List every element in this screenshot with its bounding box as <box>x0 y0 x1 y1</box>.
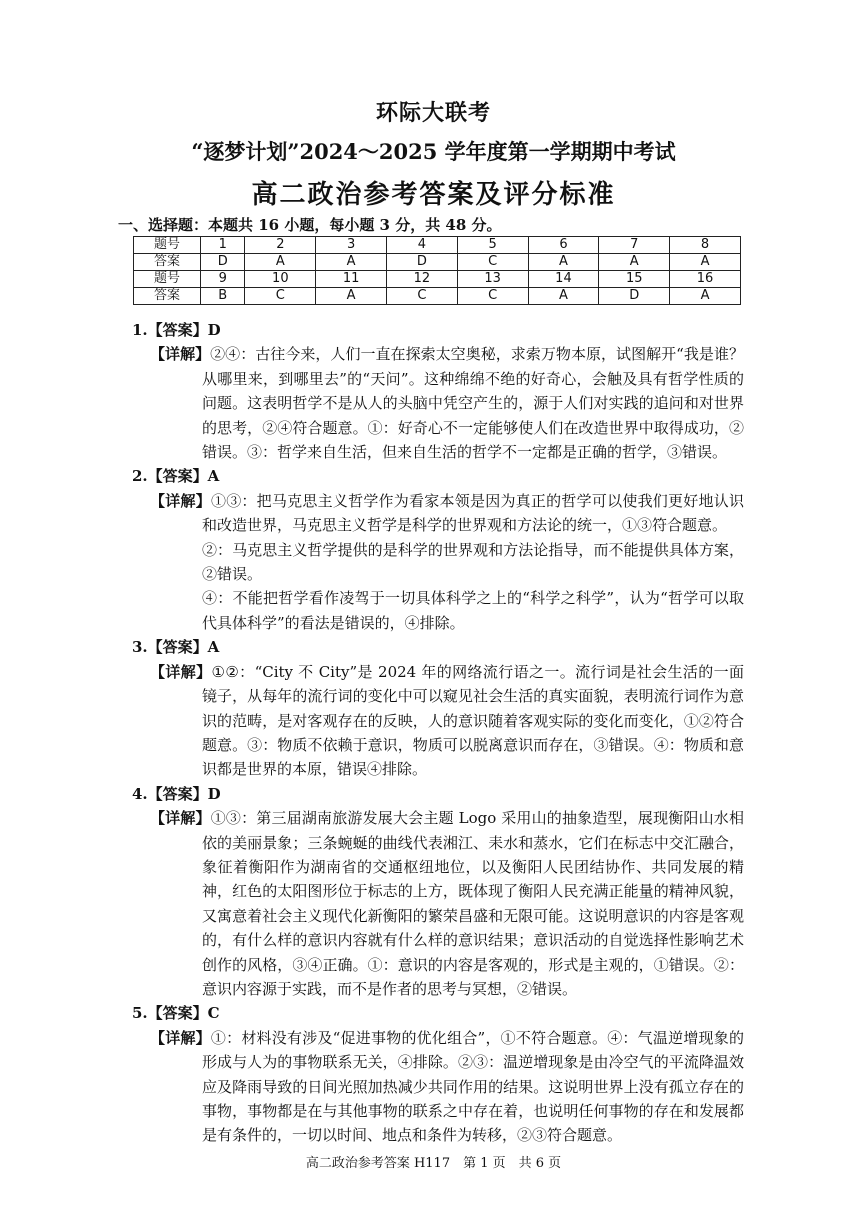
answer-table-cell: A <box>316 254 387 271</box>
answer-table-row <box>134 271 741 288</box>
detail-label: 【详解】 <box>150 345 211 364</box>
page-footer: 高二政治参考答案 H117 第 1 页 共 6 页 <box>305 1156 562 1171</box>
explanation-text: ①②：“City 不 City”是 2024 年的网络流行语之一。流行词是社会生活的一面镜子，从每年的流行词的变化中可以窥见社会生活的真实面貌，表明流行词作为意识的范畴，是对客观存在的反映，人的意识随着客观实际的变化而变化，①②符合题意。③：物质不依赖于意识，物质可以脱离意识而存在，③错误。④：物质和意识都是世界的本原，错误④排除。 <box>202 662 744 779</box>
explanation-text: ②④：古往今来，人们一直在探索太空奥秘，求索万物本原，试图解开“我是谁？从哪里来，到哪里去”的“天问”。这种绵绵不绝的好奇心，会触及具有哲学性质的问题。这表明哲学不是从人的头脑中凭空产生的，源于人们对实践的追问和对世界的思考，②④符合题意。①：好奇心不一定能够使人们在改造世界中取得成功，②错误。③：哲学来自生活，但来自生活的哲学不一定都是正确的哲学，③错误。 <box>202 345 744 462</box>
answer-table-cell: A <box>528 288 599 305</box>
answer-table-cell: D <box>387 254 458 271</box>
explanation-paragraph <box>132 489 744 538</box>
answer-table-cell: 8 <box>670 237 741 254</box>
answer-table <box>133 236 741 305</box>
explanation-paragraph <box>132 342 744 464</box>
answer-table-cell: D <box>201 254 245 271</box>
document-title: 高二政治参考答案及评分标准 <box>251 180 616 210</box>
answer-table-cell: 10 <box>245 271 316 288</box>
question-block <box>132 464 744 635</box>
explanation-paragraph <box>132 806 744 1001</box>
question-answer-heading: 2.【答案】A <box>132 467 220 486</box>
answer-table-cell: A <box>316 288 387 305</box>
detail-label: 【详解】 <box>150 491 211 510</box>
answer-table-cell: 9 <box>201 271 245 288</box>
answer-table-cell: C <box>245 288 316 305</box>
question-answer-heading: 1.【答案】D <box>132 321 221 339</box>
row-label: 题号 <box>134 271 201 288</box>
explanation-paragraph: ②：马克思主义哲学提供的是科学的世界观和方法论指导，而不能提供具体方案，②错误。 <box>202 540 744 584</box>
answer-table-cell: B <box>201 288 245 305</box>
answer-table-cell: 4 <box>387 237 458 254</box>
answer-table-cell: A <box>245 254 316 271</box>
answer-table-cell: 6 <box>528 237 599 254</box>
answer-table-cell: 7 <box>599 237 670 254</box>
answer-table-row <box>134 288 741 305</box>
detail-label: 【详解】 <box>150 809 211 828</box>
answer-table-cell: C <box>387 288 458 305</box>
detail-label: 【详解】 <box>150 1028 211 1047</box>
row-label: 答案 <box>134 288 201 305</box>
explanation-text: ①③：第三届湖南旅游发展大会主题 Logo 采用山的抽象造型，展现衡阳山水相依的美丽景象；三条蜿蜒的曲线代表湘江、耒水和蒸水，它们在标志中交汇融合，象征着衡阳作为湖南省的交通枢纽地位，以及衡阳人民团结协作、共同发展的精神，红色的太阳图形位于标志的上方，既体现了衡阳人民充满正能量的精神风貌，又寓意着社会主义现代化新衡阳的繁荣昌盛和无限可能。这说明意识的内容是客观的，有什么样的意识内容就有什么样的意识结果；意识活动的自觉选择性影响艺术创作的风格，③④正确。①：意识的内容是客观的，形式是主观的，①错误。②：意识内容源于实践，而不是作者的思考与冥想，②错误。 <box>202 809 744 998</box>
answer-table-cell: 12 <box>387 271 458 288</box>
answer-table-cell: 5 <box>457 237 528 254</box>
answer-explanations <box>132 318 744 1148</box>
exam-union-title: 环际大联考 <box>375 100 491 126</box>
answer-table-cell: A <box>528 254 599 271</box>
question-block <box>132 782 744 1002</box>
explanation-paragraph <box>132 660 744 782</box>
answer-table-cell: A <box>670 254 741 271</box>
question-answer-heading: 4.【答案】D <box>132 784 221 803</box>
detail-label: 【详解】 <box>150 662 212 681</box>
answer-table-cell: C <box>457 288 528 305</box>
row-label: 题号 <box>134 237 201 254</box>
question-block <box>132 318 744 464</box>
question-answer-heading: 3.【答案】A <box>132 638 220 657</box>
explanation-paragraph <box>132 1026 744 1148</box>
section-heading-choice: 一、选择题：本题共 16 小题，每小题 3 分，共 48 分。 <box>118 216 502 234</box>
answer-table-cell: 14 <box>528 271 599 288</box>
answer-table-cell: 15 <box>599 271 670 288</box>
row-label: 答案 <box>134 254 201 271</box>
answer-table-cell: 2 <box>245 237 316 254</box>
answer-table-cell: A <box>670 288 741 305</box>
answer-table-cell: A <box>599 254 670 271</box>
explanation-text: ①：材料没有涉及“促进事物的优化组合”，①不符合题意。④：气温逆增现象的形成与人为的事物联系无关，④排除。②③：温逆增现象是由冷空气的平流降温效应及降雨导致的日间光照加热减少共同作用的结果。这说明世界上没有孤立存在的事物，事物都是在与其他事物的联系之中存在着，也说明任何事物的存在和发展都是有条件的，一切以时间、地点和条件为转移，②③符合题意。 <box>202 1028 744 1145</box>
question-block <box>132 1001 744 1147</box>
answer-table-cell: 13 <box>457 271 528 288</box>
answer-table-cell: 1 <box>201 237 245 254</box>
exam-name-title: “逐梦计划”2024～2025 学年度第一学期期中考试 <box>191 139 676 164</box>
question-block <box>132 635 744 781</box>
answer-table-row <box>134 254 741 271</box>
question-answer-heading: 5.【答案】C <box>132 1004 220 1023</box>
explanation-text: ①③：把马克思主义哲学作为看家本领是因为真正的哲学可以使我们更好地认识和改造世界，马克思主义哲学是科学的世界观和方法论的统一，①③符合题意。 <box>202 491 744 535</box>
answer-table-cell: 16 <box>670 271 741 288</box>
answer-table-cell: 11 <box>316 271 387 288</box>
answer-table-cell: C <box>457 254 528 271</box>
answer-table-cell: D <box>599 288 670 305</box>
answer-table-cell: 3 <box>316 237 387 254</box>
explanation-paragraph: ④：不能把哲学看作凌驾于一切具体科学之上的“科学之科学”，认为“哲学可以取代具体科学”的看法是错误的，④排除。 <box>202 589 744 632</box>
answer-table-row <box>134 237 741 254</box>
